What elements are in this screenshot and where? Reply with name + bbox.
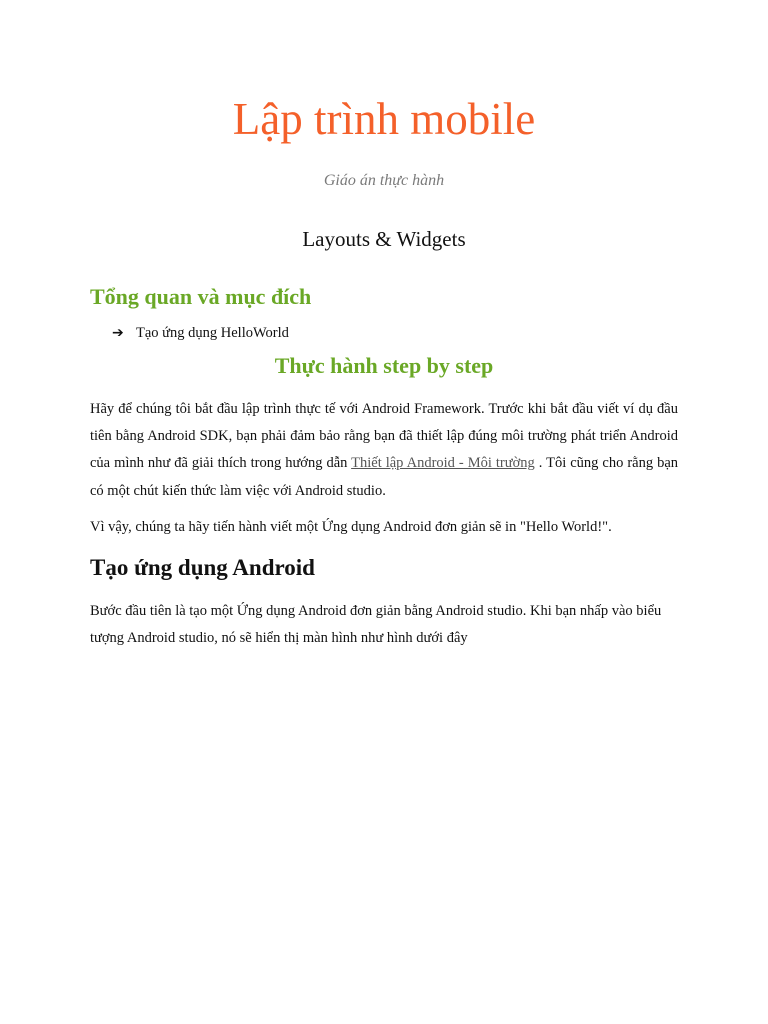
intro-paragraph bbox=[90, 396, 678, 505]
overview-bullet-text: Tạo ứng dụng HelloWorld bbox=[136, 325, 289, 341]
right-arrow-icon: ➔ bbox=[112, 325, 124, 341]
document-title: Lập trình mobile bbox=[232, 94, 536, 144]
lesson-subject: Layouts & Widgets bbox=[302, 227, 466, 251]
create-app-heading: Tạo ứng dụng Android bbox=[90, 555, 315, 580]
step-by-step-heading: Thực hành step by step bbox=[274, 353, 494, 378]
intro-text-end: . Tôi cũng cho rằng bạn có một chút kiến thức làm việc với Android studio. bbox=[90, 455, 678, 499]
document-subtitle: Giáo án thực hành bbox=[323, 172, 445, 189]
overview-heading: Tổng quan và mục đích bbox=[90, 284, 312, 309]
intro-text: Hãy để chúng tôi bắt đầu lập trình thực tế với Android Framework. Trước khi bắt đầu viết ví dụ đầu tiên bằng Android SDK, bạn phải đảm bảo rằng bạn đã thiết lập đúng môi trường phát triển Android của mình như đã giải thích trong hướng dẫn bbox=[90, 401, 678, 472]
hello-world-paragraph: Vì vậy, chúng ta hãy tiến hành viết một Ứng dụng Android đơn giản sẽ in "Hello World!". bbox=[90, 519, 612, 535]
setup-guide-link[interactable]: Thiết lập Android - Môi trường bbox=[351, 455, 535, 472]
overview-bullet-item bbox=[112, 322, 289, 344]
first-step-paragraph: Bước đầu tiên là tạo một Ứng dụng Android đơn giản bằng Android studio. Khi bạn nhấp vào biểu tượng Android studio, nó sẽ hiển thị màn hình như hình dưới đây bbox=[90, 603, 662, 647]
